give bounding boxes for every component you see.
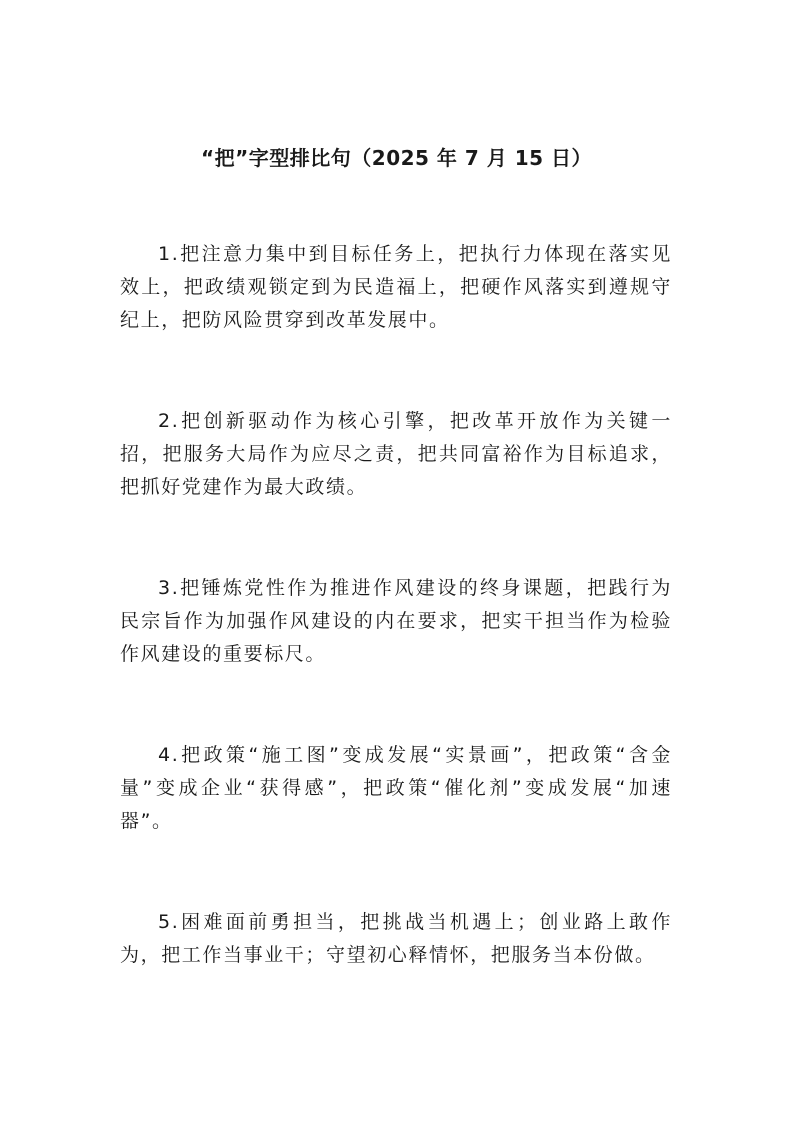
paragraph-3: 3.把锤炼党性作为推进作风建设的终身课题，把践行为民宗旨作为加强作风建设的内在要求，把实干担当作为检验作风建设的重要标尺。 [120, 577, 672, 665]
paragraph-4: 4.把政策“施工图”变成发展“实景画”，把政策“含金量”变成企业“获得感”，把政策“催化剂”变成发展“加速器”。 [120, 744, 672, 832]
page-title: “把”字型排比句（2025 年 7 月 15 日） [200, 146, 592, 171]
paragraph-1: 1.把注意力集中到目标任务上，把执行力体现在落实见效上，把政绩观锁定到为民造福上，把硬作风落实到遵规守纪上，把防风险贯穿到改革发展中。 [120, 243, 672, 331]
paragraph-2: 2.把创新驱动作为核心引擎，把改革开放作为关键一招，把服务大局作为应尽之责，把共同富裕作为目标追求，把抓好党建作为最大政绩。 [120, 410, 672, 498]
paragraph-5: 5.困难面前勇担当，把挑战当机遇上；创业路上敢作为，把工作当事业干；守望初心释情怀，把服务当本份做。 [120, 911, 672, 966]
